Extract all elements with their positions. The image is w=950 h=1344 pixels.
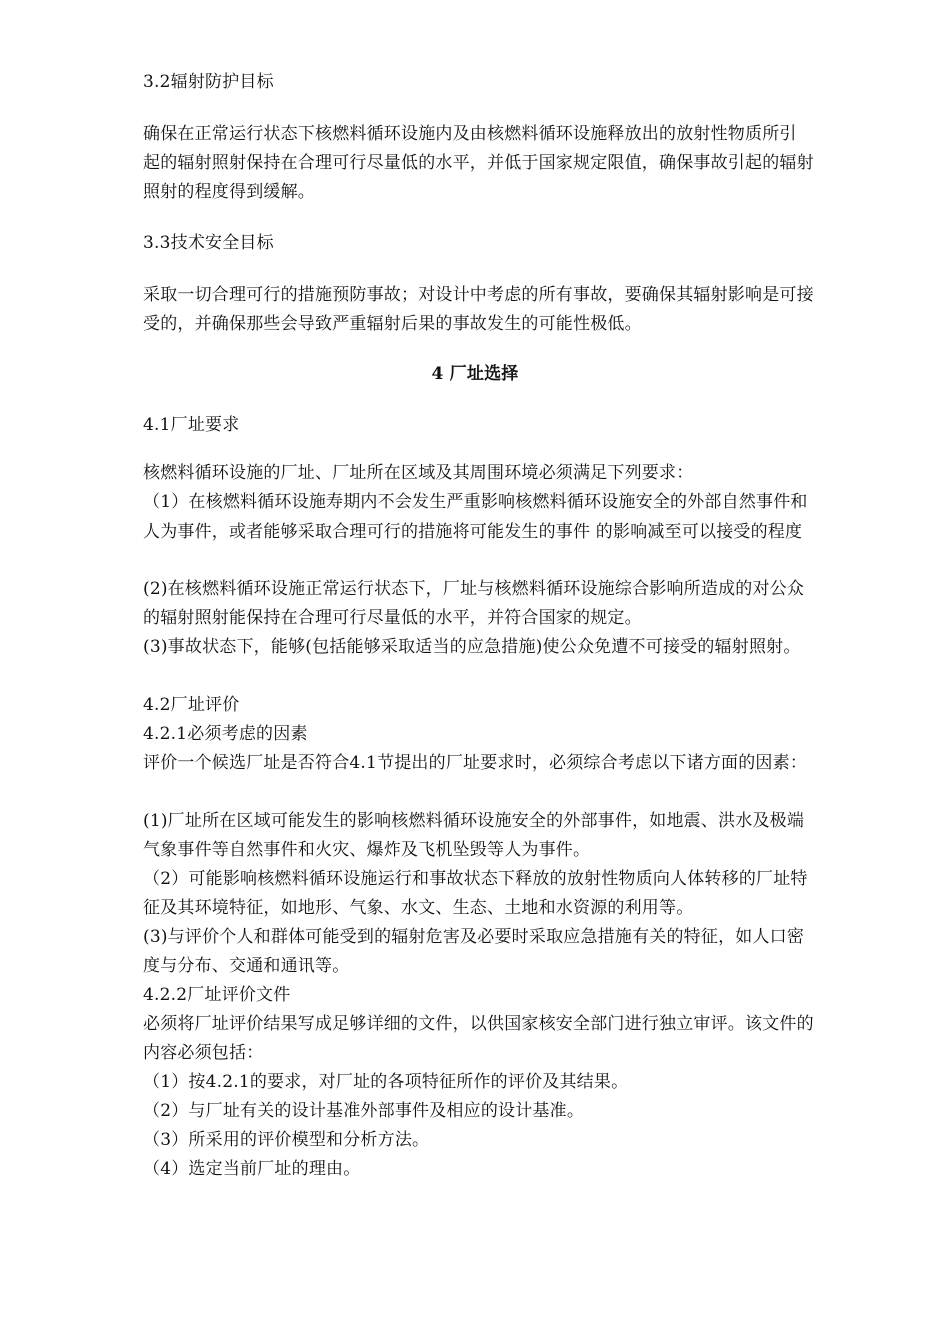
section-4-2-1-item-2-line-1: （2）可能影响核燃料循环设施运行和事故状态下释放的放射性物质向人体转移的厂址特 xyxy=(143,869,808,889)
section-4-1-item-1-line-1: （1）在核燃料循环设施寿期内不会发生严重影响核燃料循环设施安全的外部自然事件和 xyxy=(143,492,808,512)
section-4-2-2-heading: 4.2.2厂址评价文件 xyxy=(143,985,291,1005)
section-4-1-item-1-line-2: 人为事件，或者能够采取合理可行的措施将可能发生的事件 的影响减至可以接受的程度 xyxy=(143,522,803,542)
section-4-1-heading: 4.1厂址要求 xyxy=(143,415,240,435)
section-4-2-2-item-4: （4）选定当前厂址的理由。 xyxy=(143,1159,361,1179)
section-4-2-1-item-2-line-2: 征及其环境特征，如地形、气象、水文、生态、土地和水资源的利用等。 xyxy=(143,898,694,918)
section-4-1-item-3: (3)事故状态下，能够(包括能够采取适当的应急措施)使公众免遭不可接受的辐射照射。 xyxy=(143,637,801,657)
section-3-2-para-line-2: 起的辐射照射保持在合理可行尽量低的水平，并低于国家规定限值，确保事故引起的辐射 xyxy=(143,153,814,173)
section-4-2-2-item-2: （2）与厂址有关的设计基准外部事件及相应的设计基准。 xyxy=(143,1101,585,1121)
section-4-2-heading: 4.2厂址评价 xyxy=(143,695,240,715)
section-3-2-para-line-1: 确保在正常运行状态下核燃料循环设施内及由核燃料循环设施释放出的放射性物质所引 xyxy=(143,124,797,144)
section-4-2-2-intro-line-1: 必须将厂址评价结果写成足够详细的文件，以供国家核安全部门进行独立审评。该文件的 xyxy=(143,1014,814,1034)
section-4-2-1-item-1-line-1: (1)厂址所在区域可能发生的影响核燃料循环设施安全的外部事件，如地震、洪水及极端 xyxy=(143,811,805,831)
section-4-1-intro: 核燃料循环设施的厂址、厂址所在区域及其周围环境必须满足下列要求： xyxy=(143,463,694,483)
section-3-2-heading: 3.2辐射防护目标 xyxy=(143,72,274,92)
section-4-2-2-intro-line-2: 内容必须包括： xyxy=(143,1043,264,1063)
chapter-4-title: 4 厂址选择 xyxy=(431,364,519,384)
section-4-2-1-intro: 评价一个候选厂址是否符合4.1节提出的厂址要求时，必须综合考虑以下诸方面的因素： xyxy=(143,753,808,773)
section-3-3-heading: 3.3技术安全目标 xyxy=(143,233,274,253)
section-4-1-item-2-line-1: (2)在核燃料循环设施正常运行状态下，厂址与核燃料循环设施综合影响所造成的对公众 xyxy=(143,579,805,599)
section-4-2-2-item-3: （3）所采用的评价模型和分析方法。 xyxy=(143,1130,430,1150)
section-4-2-1-item-3-line-2: 度与分布、交通和通讯等。 xyxy=(143,956,350,976)
section-3-3-para-line-2: 受的，并确保那些会导致严重辐射后果的事故发生的可能性极低。 xyxy=(143,314,642,334)
section-4-2-1-item-3-line-1: (3)与评价个人和群体可能受到的辐射危害及必要时采取应急措施有关的特征，如人口密 xyxy=(143,927,805,947)
section-3-2-para-line-3: 照射的程度得到缓解。 xyxy=(143,182,315,202)
section-4-2-1-heading: 4.2.1必须考虑的因素 xyxy=(143,724,308,744)
section-4-2-1-item-1-line-2: 气象事件等自然事件和火灾、爆炸及飞机坠毁等人为事件。 xyxy=(143,840,591,860)
section-4-1-item-2-line-2: 的辐射照射能保持在合理可行尽量低的水平，并符合国家的规定。 xyxy=(143,608,642,628)
section-3-3-para-line-1: 采取一切合理可行的措施预防事故；对设计中考虑的所有事故，要确保其辐射影响是可接 xyxy=(143,285,814,305)
section-4-2-2-item-1: （1）按4.2.1的要求，对厂址的各项特征所作的评价及其结果。 xyxy=(143,1072,629,1092)
